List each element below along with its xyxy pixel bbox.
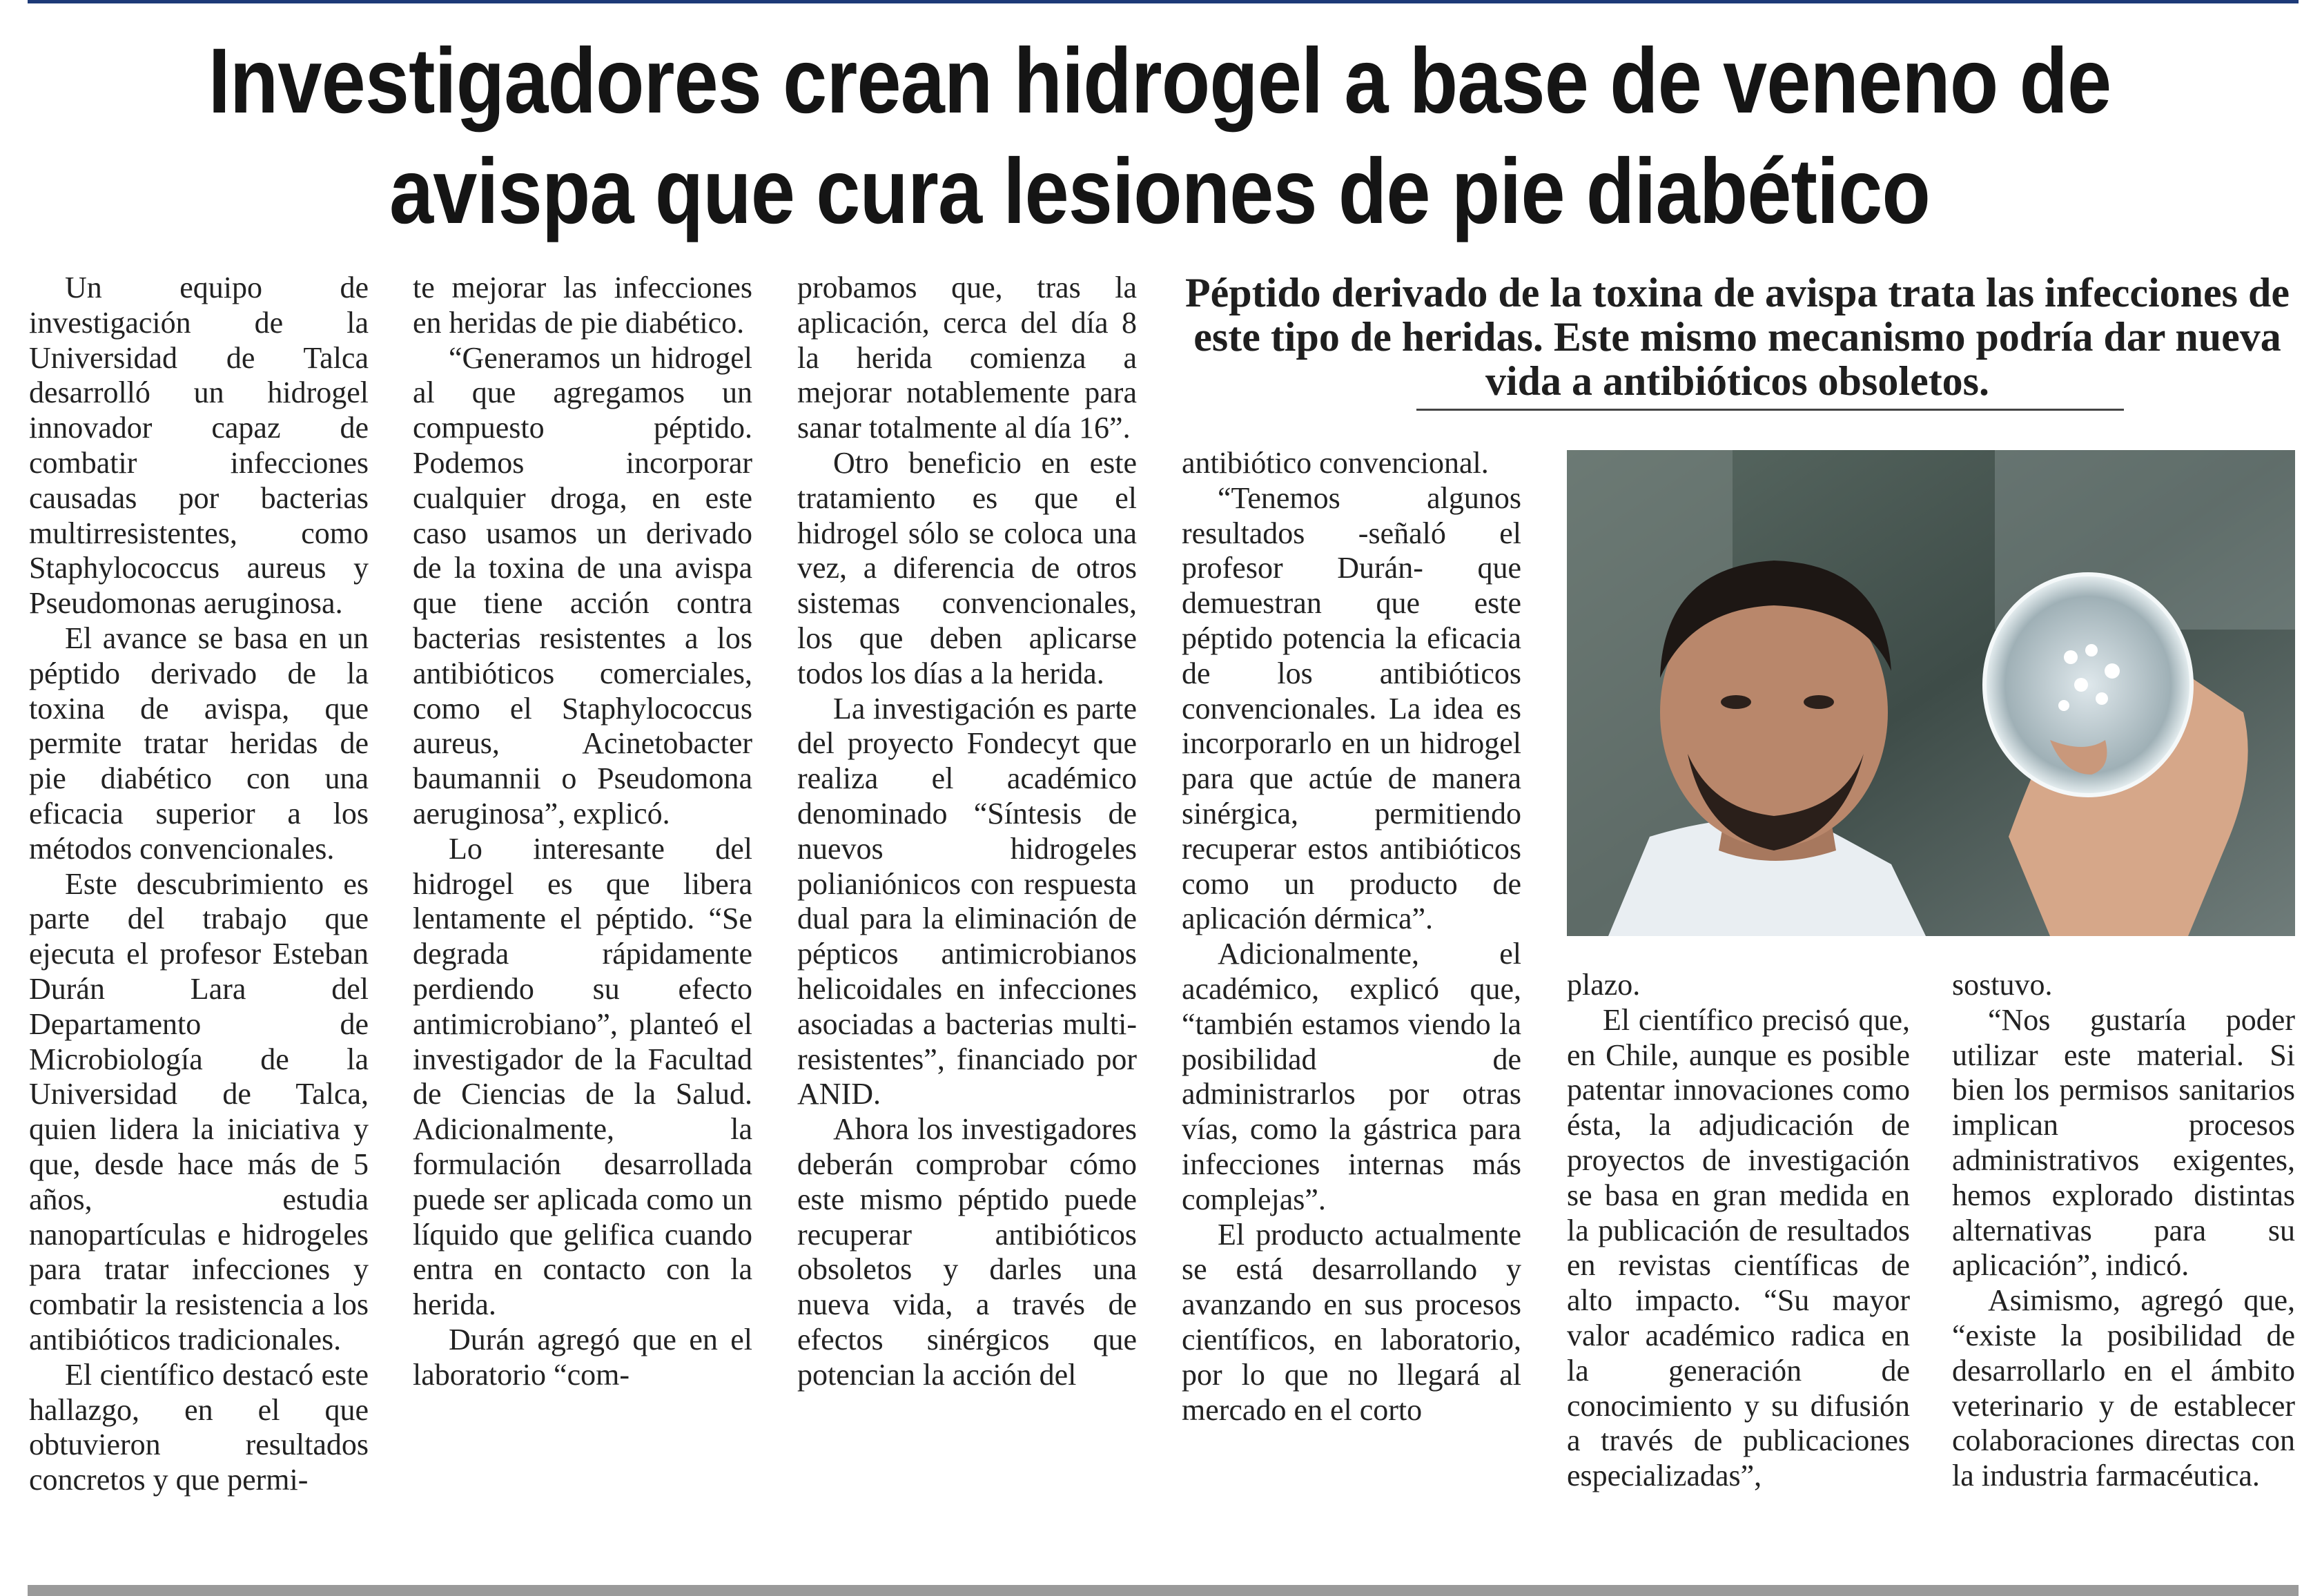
paragraph: Asimismo, agregó que, “existe la posibilidad de desarrollarlo en el ámbito veterinario y de establecer colaboraciones directas con la industria farmacéutica. [1952,1283,2295,1493]
paragraph: “Nos gustaría poder utilizar este material. Si bien los permisos sanitarios implican procesos administrativos exigentes, hemos explorado distintas alternativas para su aplicación”, indicó. [1952,1002,2295,1283]
scientist-photo [1567,450,2295,936]
article-column-1 [29,271,369,1498]
article-column-6 [1952,968,2295,1494]
paragraph: Un equipo de investigación de la Universidad de Talca desarrolló un hidrogel innovador capaz de combatir infecciones causadas por bacterias multirresistentes, como Staphylococcus aureus y Pseudomonas aeruginosa. [29,271,369,621]
deck-underline [1416,409,2124,411]
photo-illustration [1567,450,2295,936]
article-column-5 [1567,968,1910,1494]
bottom-rule [28,1585,2299,1596]
paragraph: sostuvo. [1952,968,2053,1002]
paragraph: Otro beneficio en este tratamiento es que el hidrogel sólo se coloca una vez, a diferencia de otros sistemas convencionales, los que deben aplicarse todos los días a la herida. [797,445,1137,690]
paragraph: La investigación es parte del proyecto Fondecyt que realiza el académico denominado “Síntesis de nuevos hidrogeles polianiónicos con respuesta dual para la eliminación de pépticos antimicrobianos helicoidales en infecciones asociadas a bacterias multi-resistentes”, financiado por ANID. [797,691,1137,1111]
paragraph: El avance se basa en un péptido derivado de la toxina de avispa, que permite tratar heridas de pie diabético con una eficacia superior a los métodos convencionales. [29,621,369,866]
paragraph: probamos que, tras la aplicación, cerca del día 8 la herida comienza a mejorar notablemente para sanar totalmente al día 16”. [797,271,1137,445]
paragraph: Este descubrimiento es parte del trabajo que ejecuta el profesor Esteban Durán Lara del Departamento de Microbiología de la Universidad de Talca, quien lidera la iniciativa y que, desde hace más de 5 años, estudia nanopartículas e hidrogeles para tratar infecciones y combatir la resistencia a los antibióticos tradicionales. [29,866,369,1356]
paragraph: “Generamos un hidrogel al que agregamos un compuesto péptido. Podemos incorporar cualquier droga, en este caso usamos un derivado de la toxina de una avispa que tiene acción contra bacterias resistentes a los antibióticos comerciales, como el Staphylococcus aureus, Acinetobacter baumannii o Pseudomona aeruginosa”, explicó. [413,340,752,830]
article-column-2 [413,271,752,1393]
paragraph: Durán agregó que en el laboratorio “com- [413,1322,752,1392]
paragraph: El científico destacó este hallazgo, en el que obtuvieron resultados concretos y que permi- [29,1357,369,1497]
headline: Investigadores crean hidrogel a base de veneno de avispa que cura lesiones de pie diabético [208,30,2111,243]
article-column-3 [797,271,1137,1393]
top-rule [28,0,2299,3]
paragraph: El científico precisó que, en Chile, aunque es posible patentar innovaciones como ésta, la adjudicación de proyectos de investigación se basa en gran medida en la publicación de resultados en revistas científicas de alto impacto. “Su mayor valor académico radica en la generación de conocimiento y su difusión a través de publicaciones especializadas”, [1567,1002,1910,1493]
article-column-4 [1182,446,1521,1428]
paragraph: antibiótico convencional. [1182,446,1489,480]
deck-subheadline: Péptido derivado de la toxina de avispa trata las infecciones de este tipo de heridas. Este mismo mecanismo podría dar nueva vida a antibióticos obsoletos. [1185,270,2290,404]
paragraph: te mejorar las infecciones en heridas de pie diabético. [413,271,752,340]
paragraph: plazo. [1567,968,1641,1002]
paragraph: “Tenemos algunos resultados -señaló el profesor Durán- que demuestran que este péptido potencia la eficacia de los antibióticos convencionales. La idea es incorporarlo en un hidrogel para que actúe de manera sinérgica, permitiendo recuperar estos antibióticos como un producto de aplicación dérmica”. [1182,480,1521,936]
paragraph: Ahora los investigadores deberán comprobar cómo este mismo péptido puede recuperar antibióticos obsoletos y darles una nueva vida, a través de efectos sinérgicos que potencian la acción del [797,1112,1137,1392]
paragraph: Lo interesante del hidrogel es que libera lentamente el péptido. “Se degrada rápidamente perdiendo su efecto antimicrobiano”, planteó el investigador de la Facultad de Ciencias de la Salud. Adicionalmente, la formulación desarrollada puede ser aplicada como un líquido que gelifica cuando entra en contacto con la herida. [413,831,752,1322]
paragraph: El producto actualmente se está desarrollando y avanzando en sus procesos científicos, en laboratorio, por lo que no llegará al mercado en el corto [1182,1217,1521,1427]
paragraph: Adicionalmente, el académico, explicó que, “también estamos viendo la posibilidad de administrarlos por otras vías, como la gástrica para infecciones internas más complejas”. [1182,937,1521,1216]
